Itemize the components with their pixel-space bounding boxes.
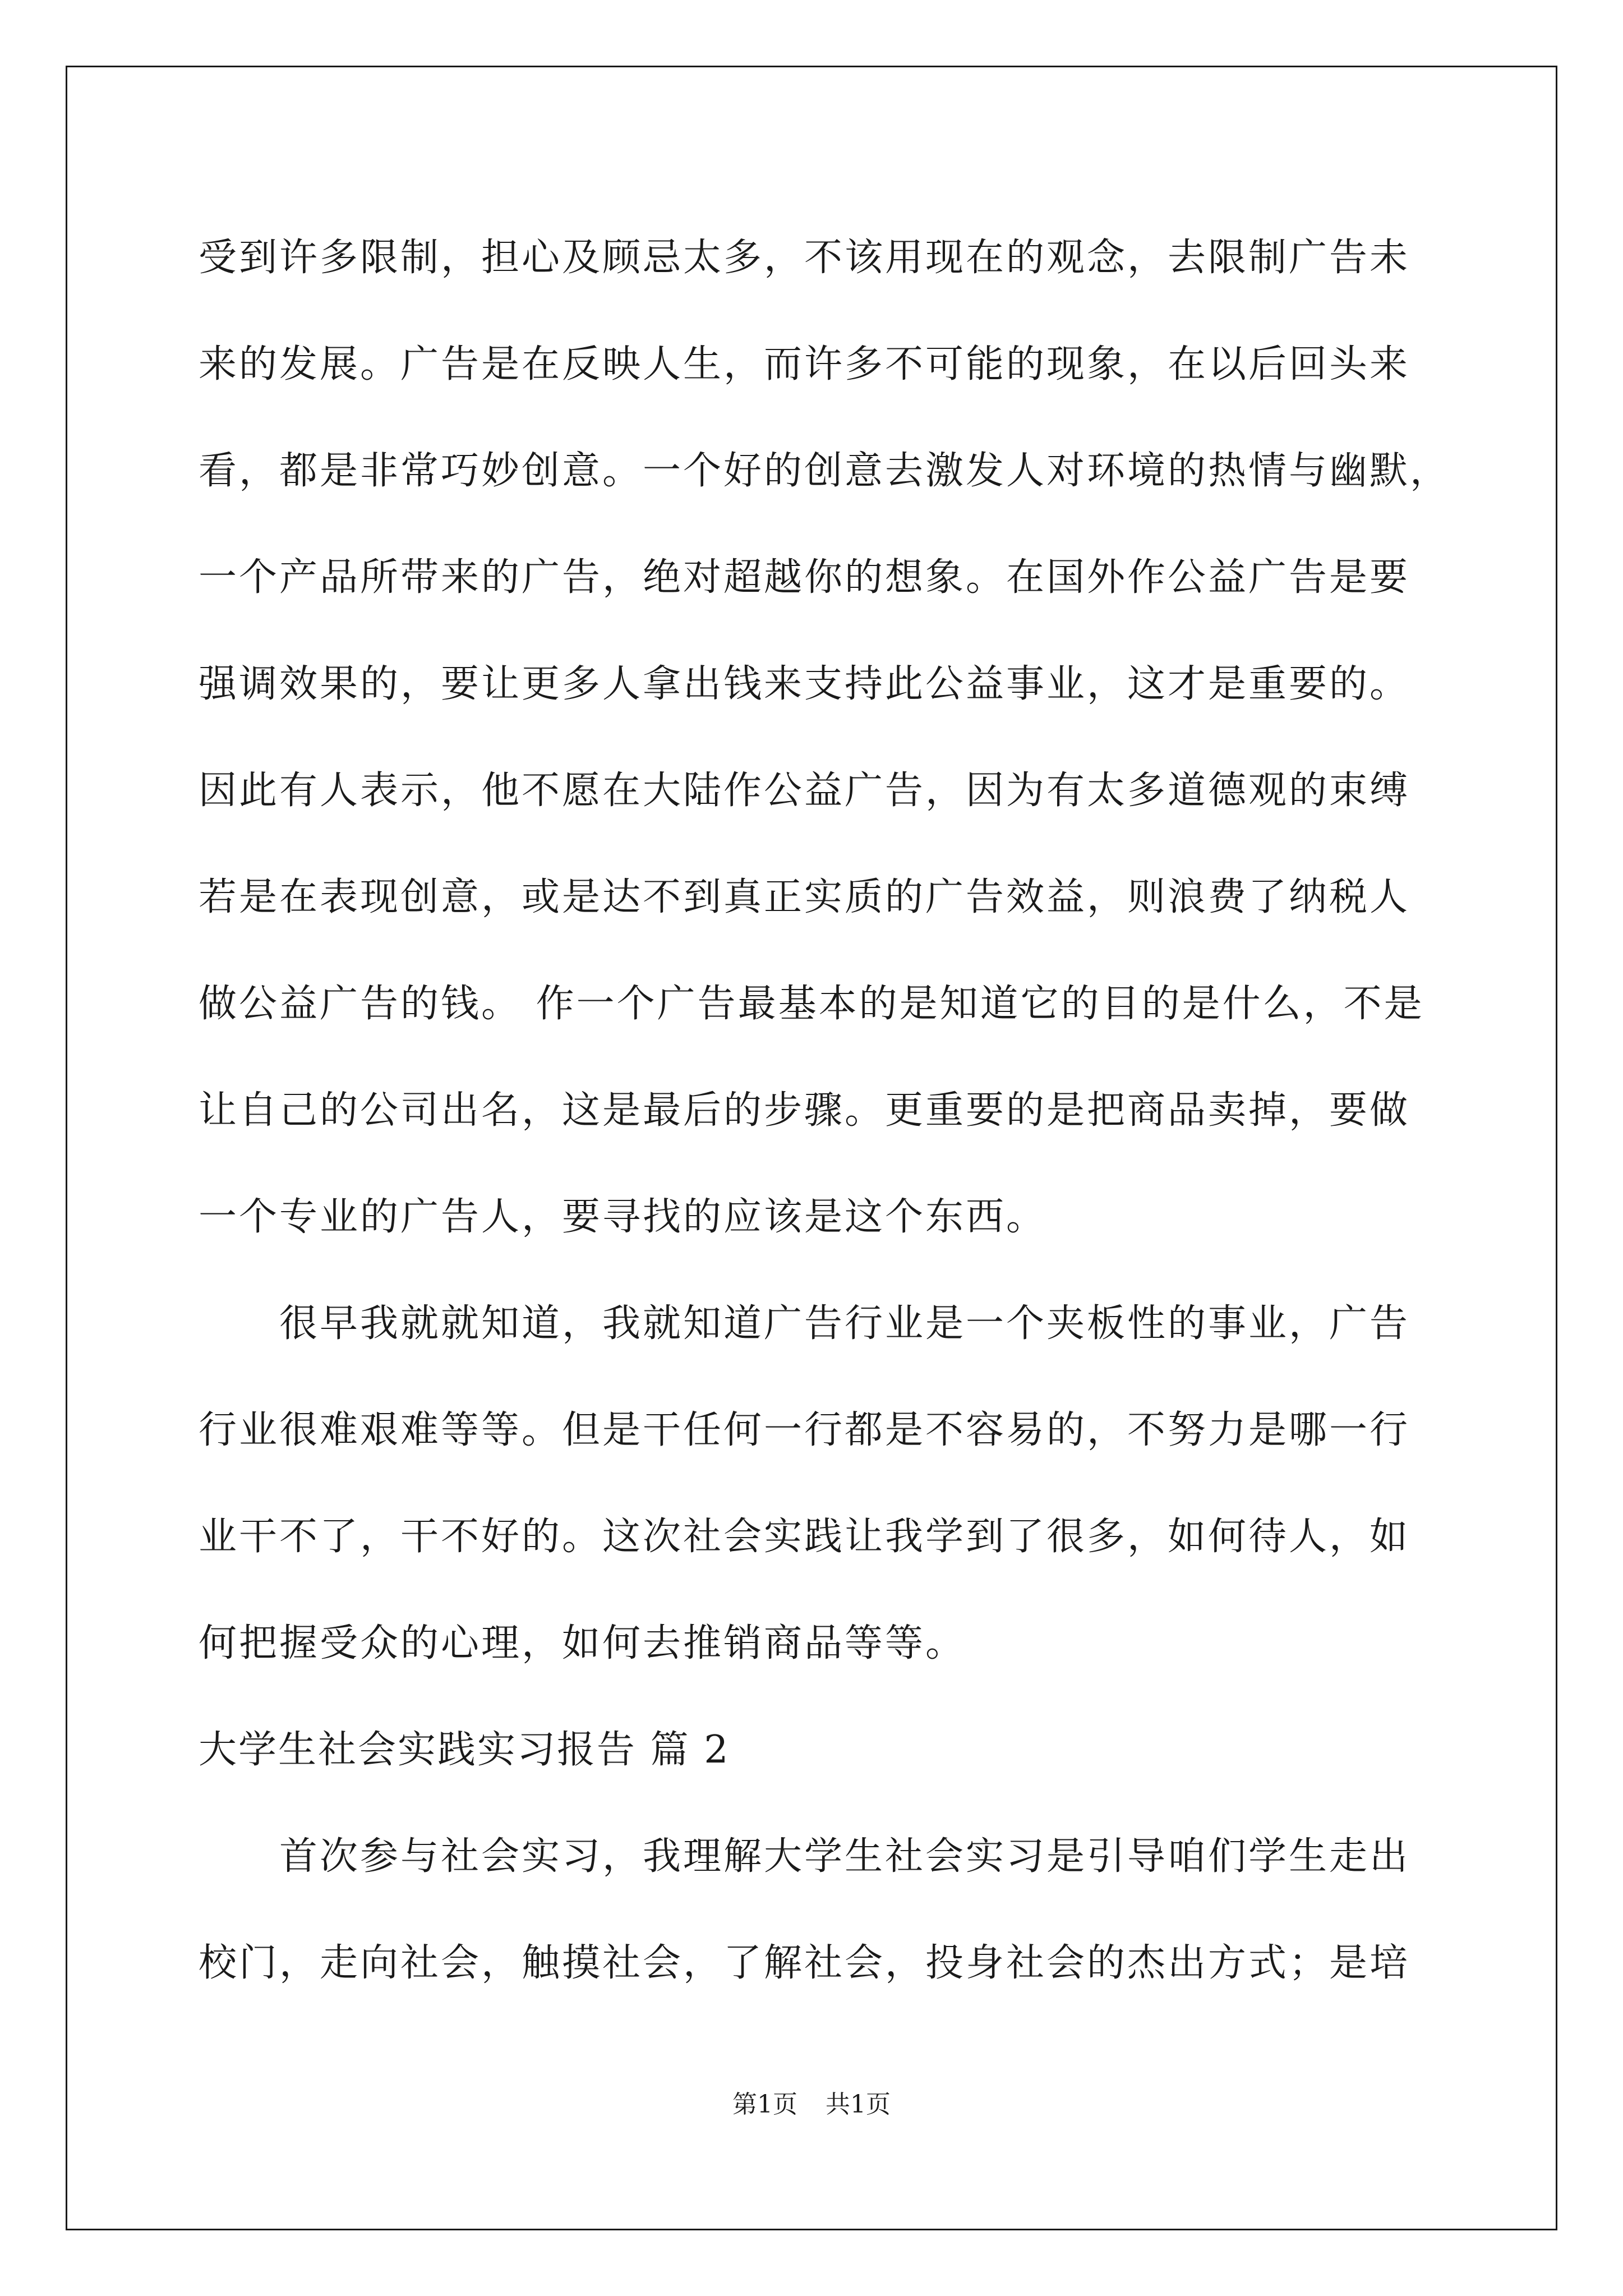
text-line: 何把握受众的心理，如何去推销商品等等。 xyxy=(199,1621,966,1665)
text-line: 一个产品所带来的广告，绝对超越你的想象。在国外作公益广告是要 xyxy=(199,555,1410,600)
text-line: 行业很难艰难等等。但是干任何一行都是不容易的，不努力是哪一行 xyxy=(199,1408,1410,1452)
section-heading: 大学生社会实践实习报告 篇 2 xyxy=(199,1728,730,1772)
paragraph-start-line: 首次参与社会实习，我理解大学生社会实习是引导咱们学生走出 xyxy=(279,1834,1410,1879)
page-number-total: 共1页 xyxy=(826,2090,891,2119)
text-line: 看，都是非常巧妙创意。一个好的创意去激发人对环境的热情与幽默， xyxy=(199,449,1451,493)
text-line: 若是在表现创意，或是达不到真正实质的广告效益，则浪费了纳税人 xyxy=(199,875,1410,919)
document-body xyxy=(199,205,1451,2017)
text-line: 来的发展。广告是在反映人生，而许多不可能的现象，在以后回头来 xyxy=(199,342,1410,386)
text-line: 受到许多限制，担心及顾忌太多，不该用现在的观念，去限制广告未 xyxy=(199,236,1410,280)
text-line: 校门，走向社会，触摸社会，了解社会，投身社会的杰出方式；是培 xyxy=(199,1941,1410,1985)
text-line: 因此有人表示，他不愿在大陆作公益广告，因为有太多道德观的束缚 xyxy=(199,769,1410,813)
paragraph-start-line: 很早我就就知道，我就知道广告行业是一个夹板性的事业，广告 xyxy=(279,1301,1410,1346)
text-line: 让自己的公司出名，这是最后的步骤。更重要的是把商品卖掉，要做 xyxy=(199,1088,1410,1133)
text-line: 强调效果的，要让更多人拿出钱来支持此公益事业，这才是重要的。 xyxy=(199,662,1410,706)
text-line: 做公益广告的钱。 作一个广告最基本的是知道它的目的是什么，不是 xyxy=(199,982,1424,1026)
page-footer xyxy=(0,2088,1623,2122)
text-line: 一个专业的广告人，要寻找的应该是这个东西。 xyxy=(199,1195,1047,1239)
page-number-current: 第1页 xyxy=(732,2090,797,2119)
text-line: 业干不了，干不好的。这次社会实践让我学到了很多，如何待人，如 xyxy=(199,1515,1410,1559)
